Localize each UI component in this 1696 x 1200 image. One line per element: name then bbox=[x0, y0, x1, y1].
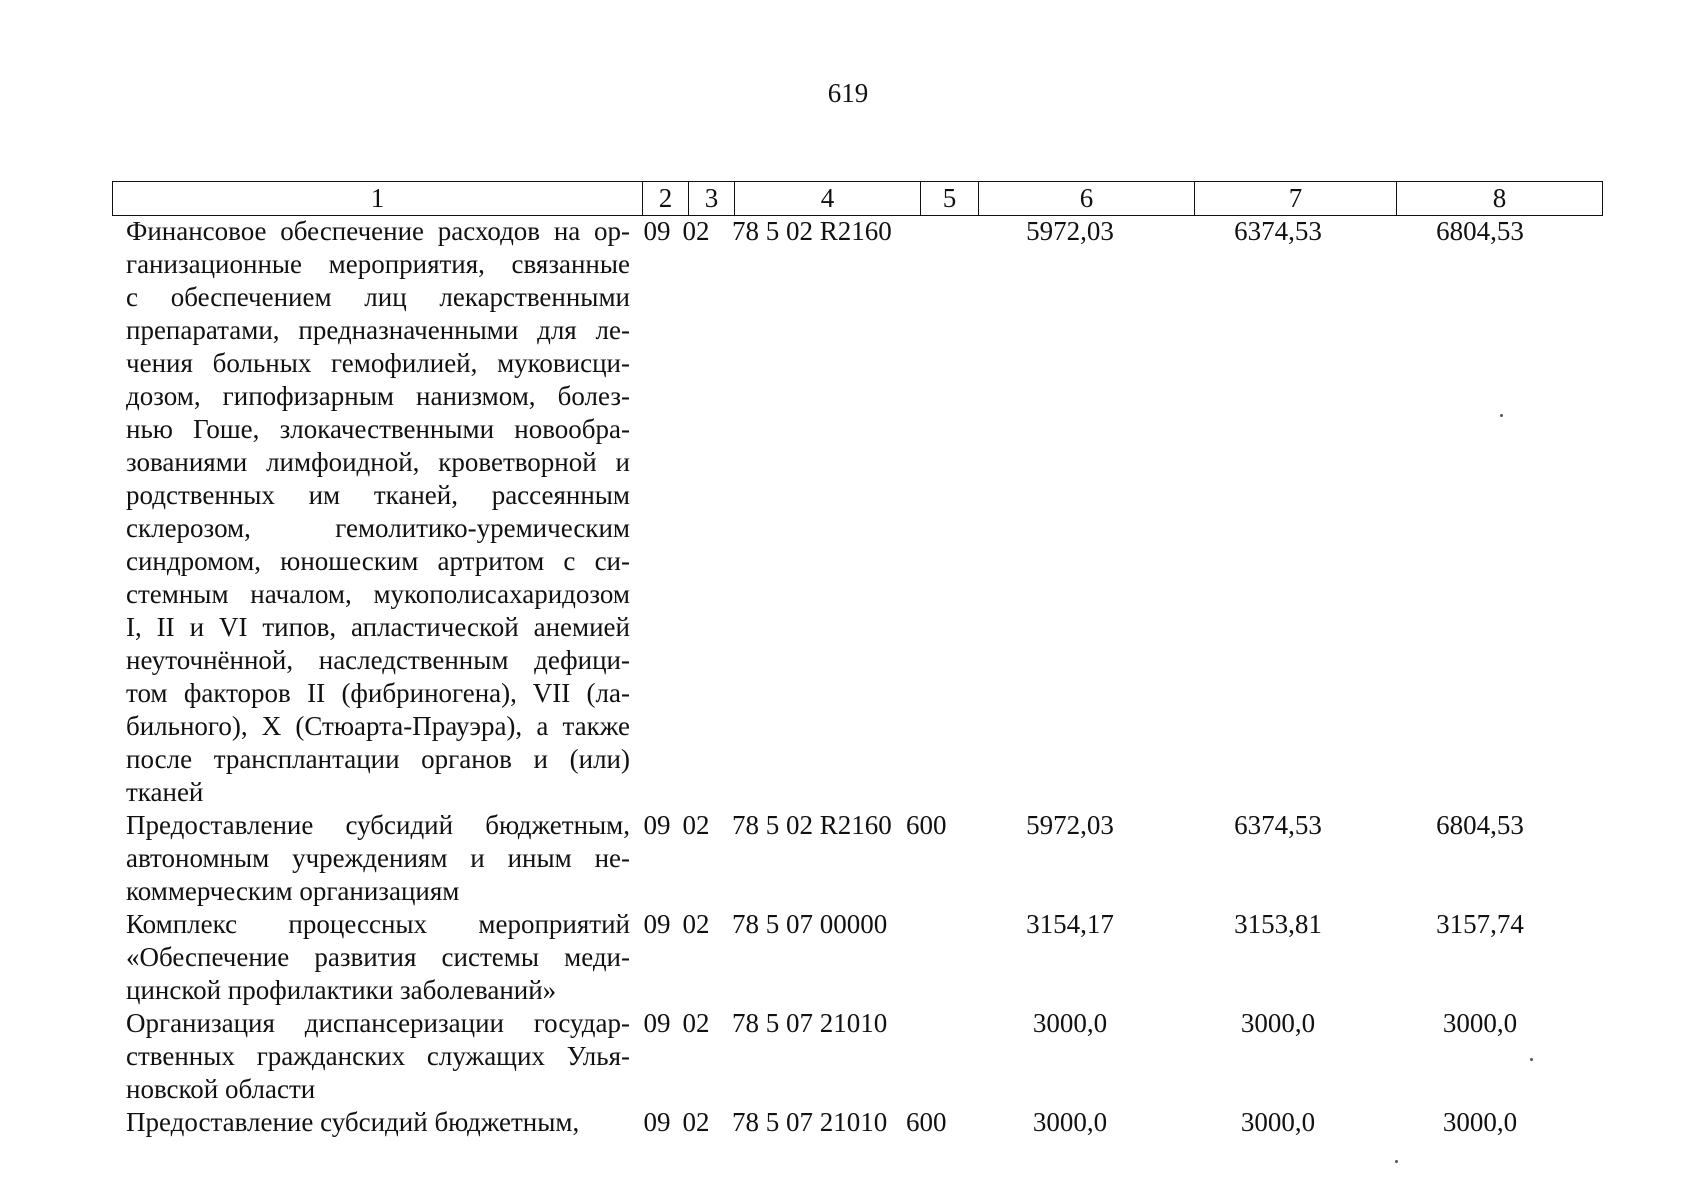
row-description bbox=[112, 1007, 630, 1106]
subsection-code: 02 bbox=[682, 1107, 710, 1137]
amount-year-1: 5972,03 bbox=[1026, 216, 1114, 246]
scan-speck bbox=[1530, 1058, 1533, 1061]
amount-year-3: 6804,53 bbox=[1436, 216, 1524, 246]
header-col-1: 1 bbox=[113, 182, 643, 216]
header-col-7: 7 bbox=[1195, 182, 1397, 216]
description-line: родственных им тканей, рассеянным bbox=[126, 480, 630, 510]
header-col-5: 5 bbox=[921, 182, 979, 216]
amount-year-3: 3000,0 bbox=[1442, 1107, 1518, 1137]
description-line: нью Гоше, злокачественными новообра- bbox=[126, 414, 630, 444]
header-col-3: 3 bbox=[689, 182, 735, 216]
table-row bbox=[112, 1007, 1602, 1106]
description-line: цинской профилактики заболеваний» bbox=[126, 975, 557, 1005]
description-line: чения больных гемофилией, муковисци- bbox=[126, 348, 630, 378]
description-line: склерозом, гемолитико-уремическим bbox=[126, 513, 630, 543]
table-body bbox=[112, 215, 1602, 1139]
section-code: 09 bbox=[643, 909, 671, 939]
amount-year-3: 3000,0 bbox=[1442, 1008, 1518, 1038]
row-description bbox=[112, 908, 630, 1007]
description-line: ганизационные мероприятия, связанные bbox=[126, 249, 630, 279]
section-code: 09 bbox=[643, 1008, 671, 1038]
header-col-6: 6 bbox=[979, 182, 1195, 216]
description-line: тканей bbox=[126, 777, 204, 807]
description-line: Предоставление субсидий бюджетным, bbox=[126, 1107, 580, 1137]
amount-year-1: 3000,0 bbox=[1032, 1107, 1108, 1137]
description-line: стемным началом, мукополисахаридозом bbox=[126, 579, 630, 609]
row-description bbox=[112, 1106, 630, 1139]
description-line: препаратами, предназначенными для ле- bbox=[126, 315, 630, 345]
subsection-code: 02 bbox=[682, 1008, 710, 1038]
description-line: Организация диспансеризации государ- bbox=[126, 1008, 630, 1038]
description-line: синдромом, юношеским артритом с си- bbox=[126, 546, 630, 576]
header-col-8: 8 bbox=[1397, 182, 1603, 216]
scan-speck bbox=[1500, 414, 1503, 417]
amount-year-3: 6804,53 bbox=[1436, 810, 1524, 840]
table-row bbox=[112, 215, 1602, 809]
target-article-code: 78 5 07 00000 bbox=[732, 909, 888, 939]
description-line: «Обеспечение развития системы меди- bbox=[126, 942, 630, 972]
section-code: 09 bbox=[643, 810, 671, 840]
amount-year-2: 3000,0 bbox=[1240, 1008, 1316, 1038]
amount-year-1: 5972,03 bbox=[1026, 810, 1114, 840]
table-header bbox=[112, 181, 1603, 216]
page-number: 619 bbox=[827, 78, 869, 108]
description-line: автономным учреждениям и иным не- bbox=[126, 843, 630, 873]
description-line: Финансовое обеспечение расходов на ор- bbox=[126, 216, 630, 246]
row-description bbox=[112, 809, 630, 908]
description-line: ственных гражданских служащих Улья- bbox=[126, 1041, 630, 1071]
description-line: зованиями лимфоидной, кроветворной и bbox=[126, 447, 630, 477]
expense-type-code: 600 bbox=[906, 810, 947, 840]
scan-speck bbox=[1395, 1160, 1398, 1163]
table-row bbox=[112, 908, 1602, 1007]
description-line: Комплекс процессных мероприятий bbox=[126, 909, 630, 939]
amount-year-2: 3153,81 bbox=[1234, 909, 1322, 939]
target-article-code: 78 5 07 21010 bbox=[732, 1107, 888, 1137]
section-code: 09 bbox=[643, 216, 671, 246]
amount-year-1: 3154,17 bbox=[1026, 909, 1114, 939]
description-line: дозом, гипофизарным нанизмом, болез- bbox=[126, 381, 630, 411]
description-line: I, II и VI типов, апластической анемией bbox=[126, 612, 630, 642]
expense-type-code: 600 bbox=[906, 1107, 947, 1137]
subsection-code: 02 bbox=[682, 810, 710, 840]
subsection-code: 02 bbox=[682, 909, 710, 939]
target-article-code: 78 5 02 R2160 bbox=[732, 810, 892, 840]
description-line: коммерческим организациям bbox=[126, 876, 460, 906]
target-article-code: 78 5 07 21010 bbox=[732, 1008, 888, 1038]
description-line: бильного), X (Стюарта-Прауэра), а также bbox=[126, 711, 630, 741]
header-col-4: 4 bbox=[735, 182, 921, 216]
section-code: 09 bbox=[643, 1107, 671, 1137]
description-line: неуточнённой, наследственным дефици- bbox=[126, 645, 630, 675]
description-line: новской области bbox=[126, 1074, 316, 1104]
row-description bbox=[112, 215, 630, 809]
amount-year-3: 3157,74 bbox=[1436, 909, 1524, 939]
description-line: с обеспечением лиц лекарственными bbox=[126, 282, 630, 312]
table-row bbox=[112, 1106, 1602, 1139]
amount-year-1: 3000,0 bbox=[1032, 1008, 1108, 1038]
amount-year-2: 3000,0 bbox=[1240, 1107, 1316, 1137]
description-line: Предоставление субсидий бюджетным, bbox=[126, 810, 630, 840]
description-line: после трансплантации органов и (или) bbox=[126, 744, 630, 774]
amount-year-2: 6374,53 bbox=[1234, 216, 1322, 246]
amount-year-2: 6374,53 bbox=[1234, 810, 1322, 840]
subsection-code: 02 bbox=[682, 216, 710, 246]
table-row bbox=[112, 809, 1602, 908]
description-line: том факторов II (фибриногена), VII (ла- bbox=[126, 678, 630, 708]
header-col-2: 2 bbox=[643, 182, 689, 216]
target-article-code: 78 5 02 R2160 bbox=[732, 216, 892, 246]
